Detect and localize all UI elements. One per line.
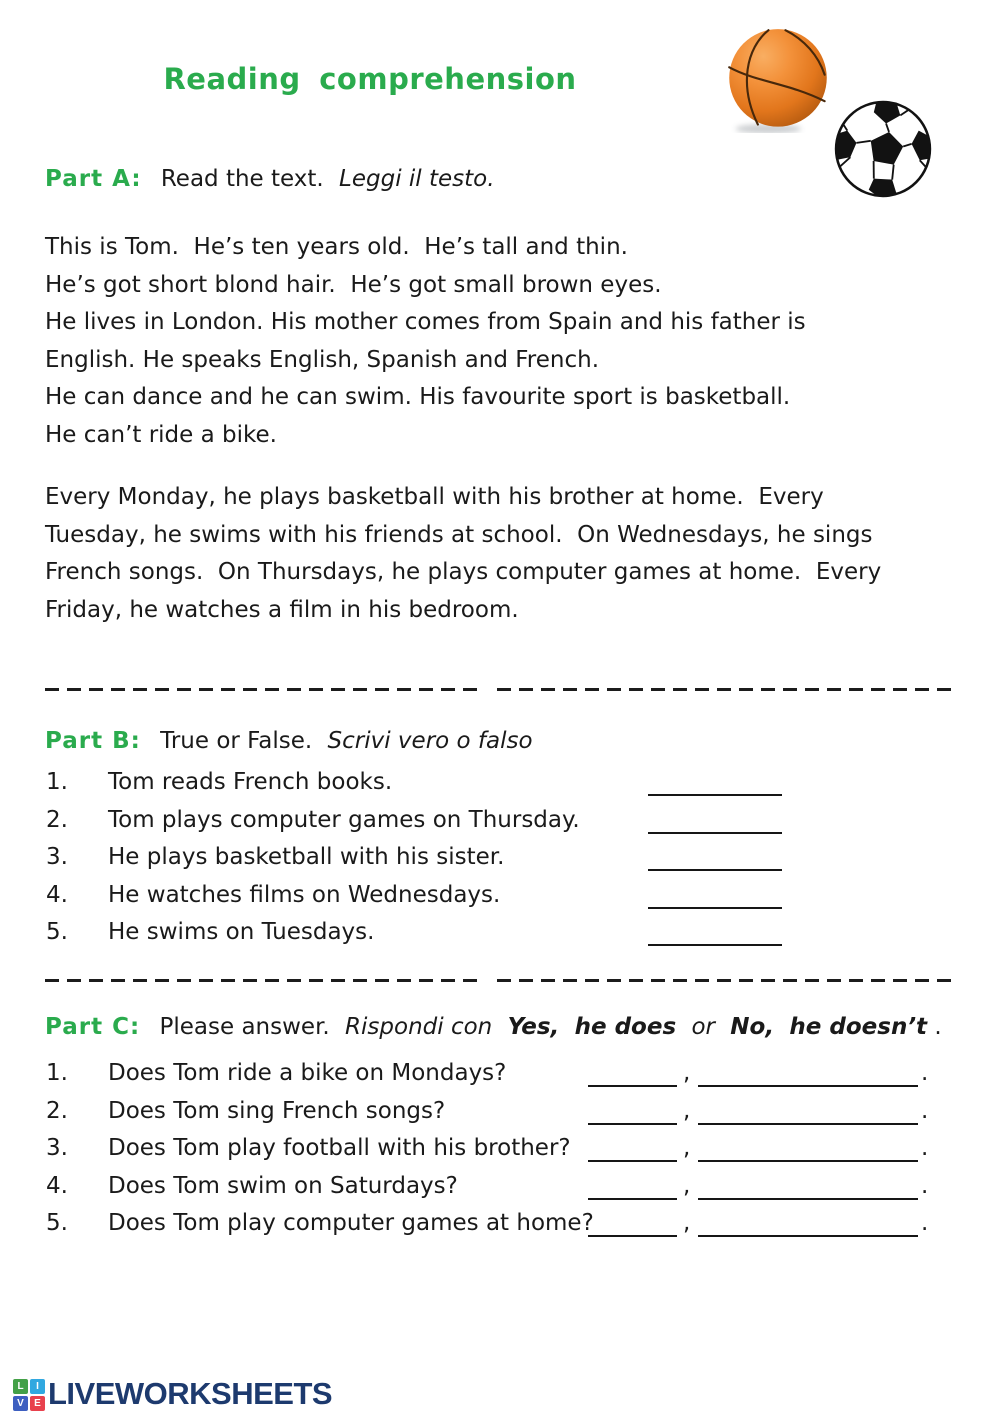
period-mark: . [921,1210,929,1236]
item-number: 4. [46,1172,68,1199]
part-c-period: . [934,1014,942,1040]
part-c-header [45,1012,942,1043]
comma-separator: , [683,1097,691,1124]
basketball-icon [725,27,831,133]
item-text: He plays basketball with his sister. [108,844,505,870]
soccer-ball-icon [832,98,934,200]
part-c-option-no: No, [730,1014,775,1040]
answer-short-blank[interactable] [588,1211,677,1237]
question-item [45,1205,957,1243]
comma-separator: , [683,1172,691,1199]
item-number: 2. [46,1097,68,1124]
answer-blank[interactable] [648,770,782,796]
page-title: Reading comprehension [163,62,577,96]
logo-square-i: I [30,1379,45,1394]
brand-wordmark: LIVEWORKSHEETS [48,1376,333,1411]
item-text: He swims on Tuesdays. [108,919,375,945]
answer-short-blank[interactable] [588,1136,677,1162]
story-line: He lives in London. His mother comes from Spain and his father is [45,309,806,336]
part-b-header [45,726,533,757]
item-number: 5. [46,1210,68,1236]
answer-blank[interactable] [648,883,782,909]
comma-separator: , [683,1210,691,1236]
part-a-instruction-en: Read the text. [160,166,324,192]
true-false-item [45,764,957,802]
true-false-item [45,802,957,840]
answer-blank[interactable] [648,845,782,871]
logo-square-v: V [13,1396,28,1411]
answer-short-blank[interactable] [588,1061,677,1087]
part-c-label: Part C: [45,1014,141,1040]
liveworksheets-logo [13,1379,45,1411]
part-c-option-yes-tail: he does [574,1014,677,1040]
dash-segment [45,979,477,982]
story-line: This is Tom. He’s ten years old. He’s tall and thin. [45,234,628,260]
part-c-option-no-tail: he doesn’t [789,1014,928,1040]
story-line: Every Monday, he plays basketball with his brother at home. Every [45,484,824,510]
item-text: Tom reads French books. [108,769,393,795]
item-text: He watches films on Wednesdays. [108,881,501,908]
period-mark: . [921,1097,929,1124]
item-number: 3. [46,844,68,870]
answer-short-blank[interactable] [588,1174,677,1200]
answer-long-blank[interactable] [698,1211,918,1237]
comma-separator: , [683,1135,691,1161]
item-number: 4. [46,881,68,908]
story-line: Friday, he watches a film in his bedroom. [45,596,519,623]
item-text: Does Tom play computer games at home? [108,1210,594,1236]
story-line: Tuesday, he swims with his friends at school. On Wednesdays, he sings [45,521,873,548]
question-item [45,1168,957,1206]
item-number: 5. [46,919,68,945]
part-b-instruction-en: True or False. [160,728,313,754]
story-line: He’s got short blond hair. He’s got small brown eyes. [45,271,662,298]
answer-short-blank[interactable] [588,1099,677,1125]
answer-blank[interactable] [648,808,782,834]
true-false-list [45,764,957,952]
story-line: He can dance and he can swim. His favourite sport is basketball. [45,384,791,411]
comma-separator: , [683,1060,691,1086]
footer-brand[interactable] [13,1375,332,1412]
question-item [45,1130,957,1168]
logo-square-e: E [30,1396,45,1411]
item-text: Does Tom swim on Saturdays? [108,1172,458,1199]
answer-long-blank[interactable] [698,1174,918,1200]
part-c-instruction-en: Please answer. [159,1014,330,1040]
dash-segment [497,979,955,982]
answer-long-blank[interactable] [698,1136,918,1162]
question-item [45,1093,957,1131]
answer-long-blank[interactable] [698,1099,918,1125]
part-c-instruction-it: Rispondi con [345,1014,493,1040]
story-line: French songs. On Thursdays, he plays computer games at home. Every [45,559,882,586]
story-paragraph-1 [45,229,806,455]
true-false-item [45,839,957,877]
story-paragraph-2 [45,479,881,629]
item-number: 1. [46,1060,68,1086]
item-number: 3. [46,1135,68,1161]
item-text: Does Tom ride a bike on Mondays? [108,1060,507,1086]
part-b-label: Part B: [45,728,141,754]
part-c-option-yes: Yes, [507,1014,560,1040]
item-text: Does Tom play football with his brother? [108,1135,571,1161]
answer-blank[interactable] [648,920,782,946]
period-mark: . [921,1172,929,1199]
item-text: Tom plays computer games on Thursday. [108,806,580,833]
dash-segment [45,688,477,691]
dashed-divider [45,978,955,982]
true-false-item [45,877,957,915]
logo-square-l: L [13,1379,28,1394]
story-line: English. He speaks English, Spanish and French. [45,346,600,373]
period-mark: . [921,1135,929,1161]
part-a-instruction-it: Leggi il testo. [339,166,495,192]
dash-segment [497,688,955,691]
item-number: 2. [46,806,68,833]
answer-long-blank[interactable] [698,1061,918,1087]
story-line: He can’t ride a bike. [45,421,277,448]
item-number: 1. [46,769,68,795]
true-false-item [45,914,957,952]
question-list [45,1055,957,1243]
dashed-divider [45,687,955,691]
part-a-header [45,164,495,195]
item-text: Does Tom sing French songs? [108,1097,446,1124]
period-mark: . [921,1060,929,1086]
part-c-conjunction: or [691,1014,715,1040]
question-item [45,1055,957,1093]
part-b-instruction-it: Scrivi vero o falso [327,728,533,754]
part-a-label: Part A: [45,166,142,192]
